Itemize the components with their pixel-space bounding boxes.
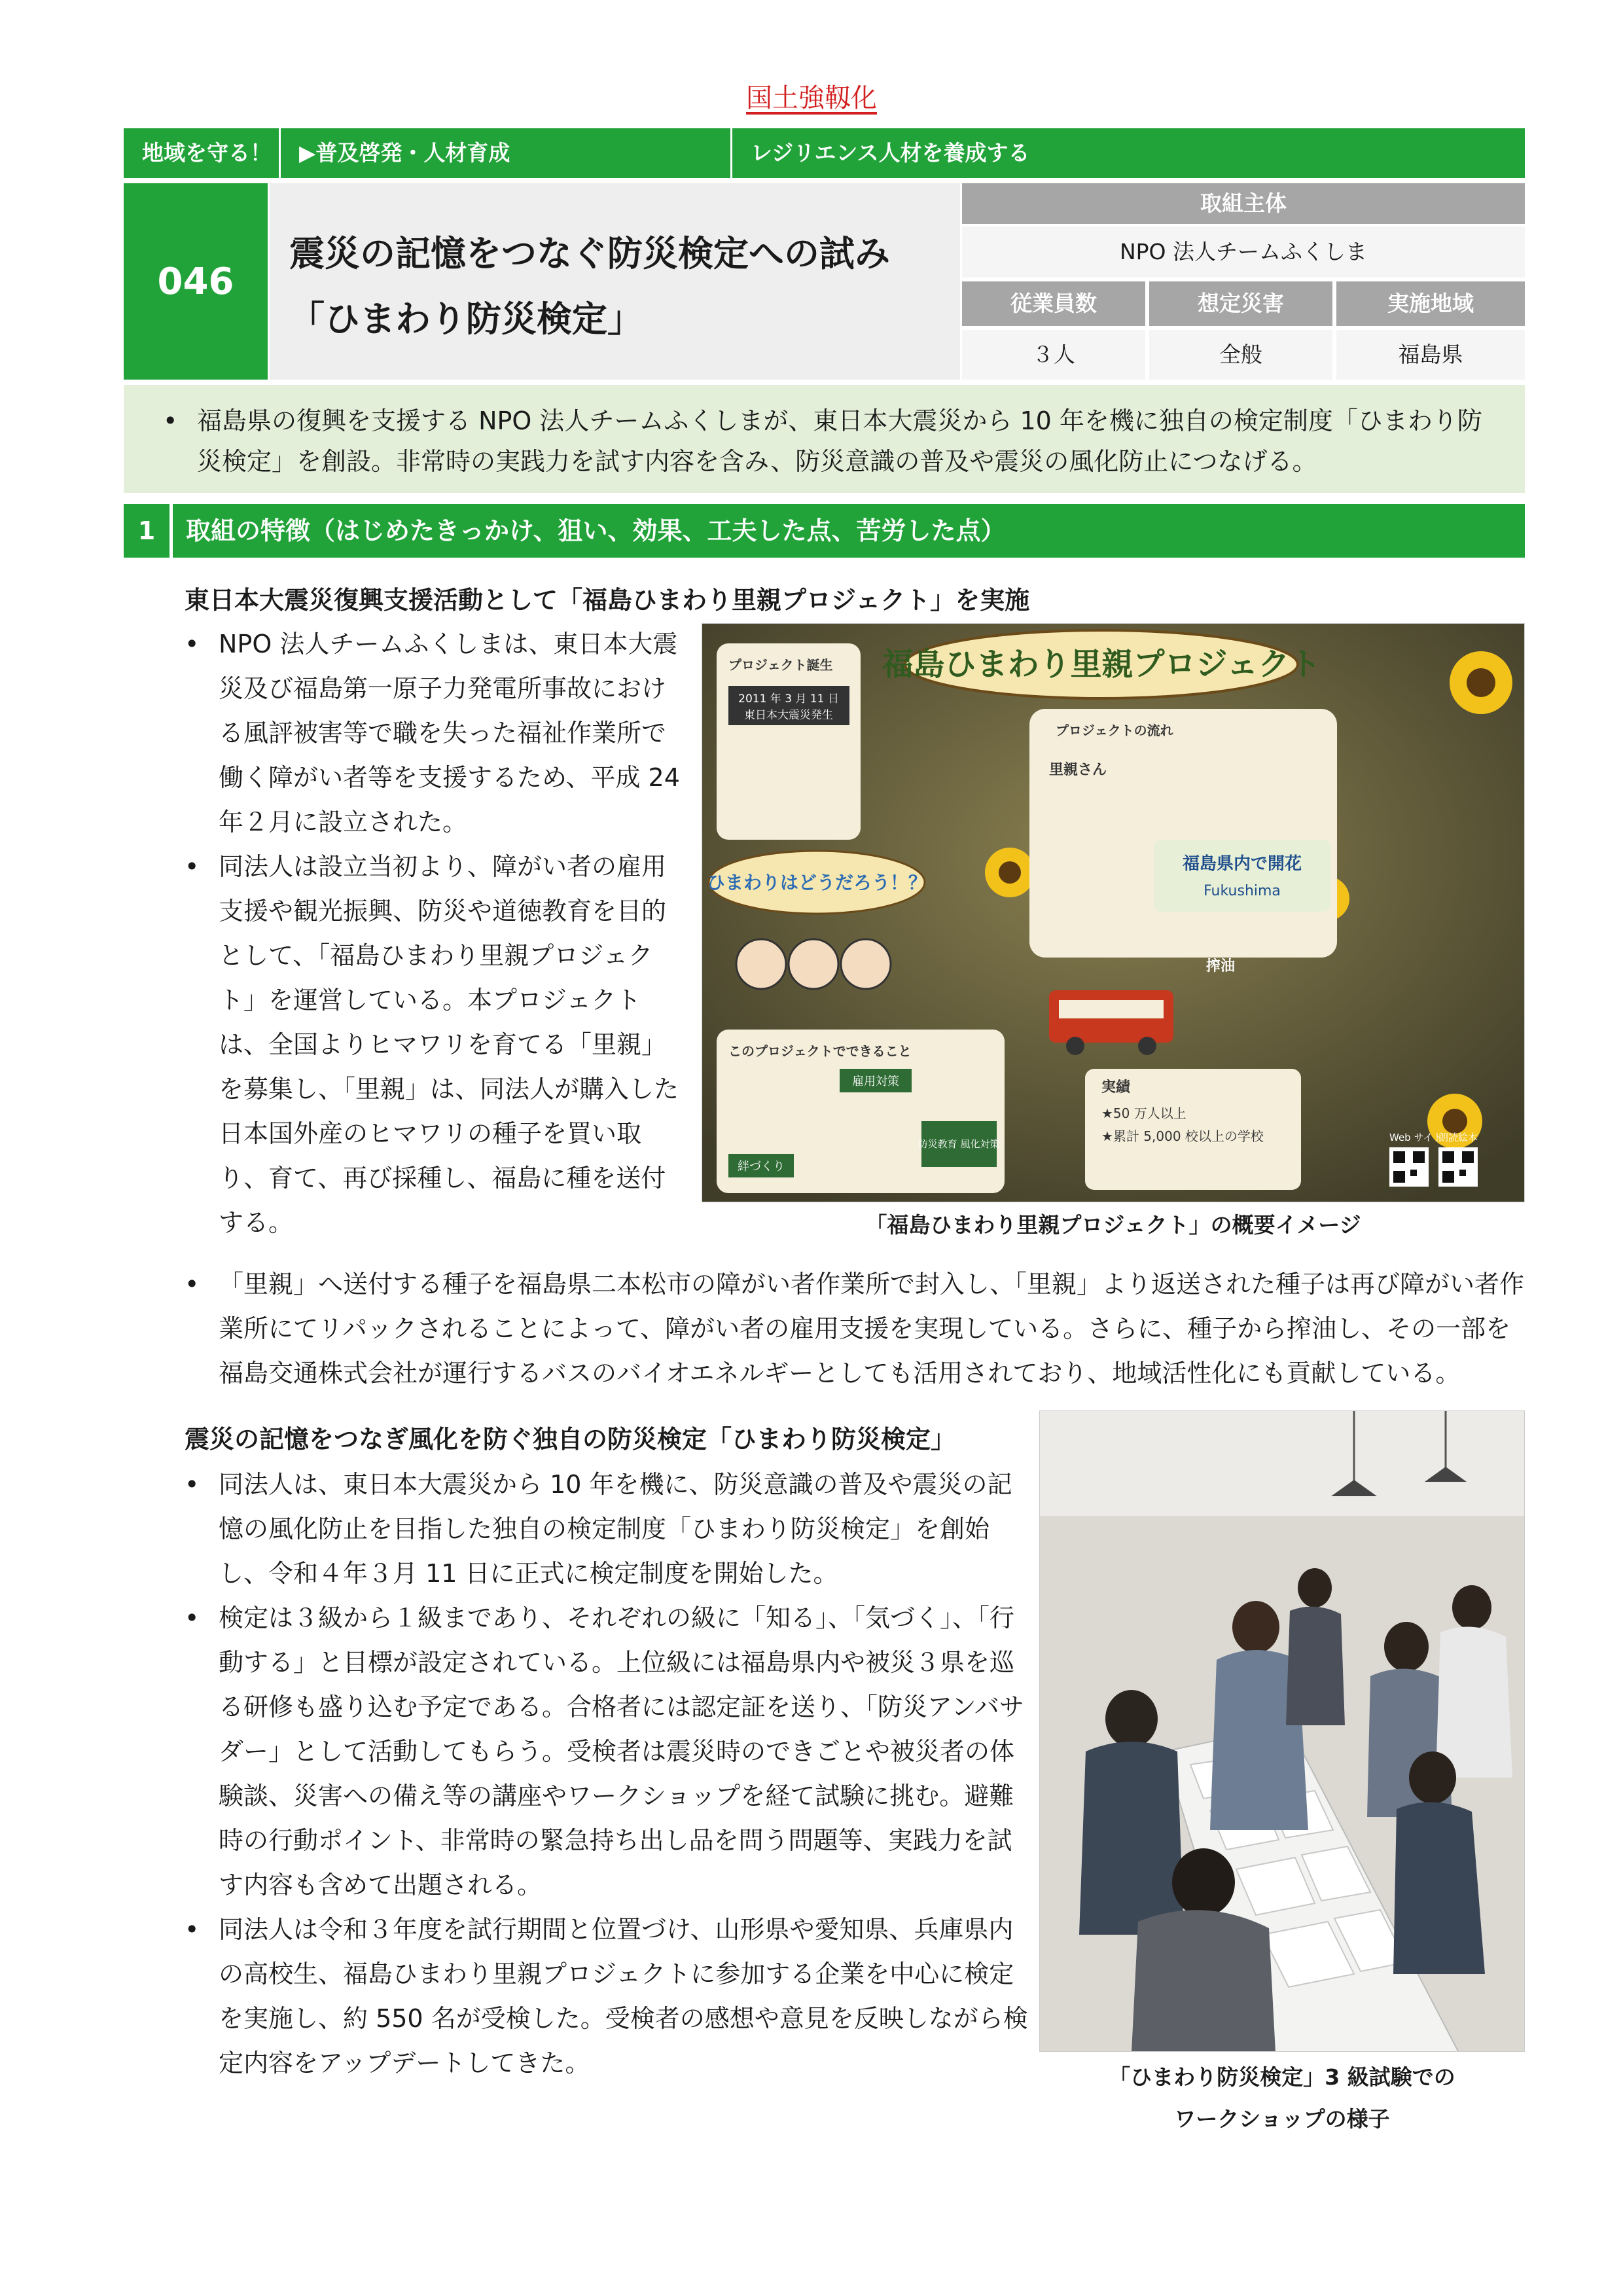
tag-protect-region: 地域を守る！ — [124, 128, 281, 178]
bullet-1-3: • 「里親」へ送付する種子を福島県二本松市の障がい者作業所で封入し、「里親」より返送された種子は再び障がい者作業所にてリパックされることによって、障がい者の雇用支援を実現している。さらに、種子から搾油し、その一部を福島交通株式会社が運行するバスのバイオエネルギーとしても活用されており、地域活性化にも貢献している。 — [185, 1262, 1526, 1395]
sunflower-icon — [985, 848, 1035, 897]
title-line-2: 「ひまわり防災検定」 — [289, 298, 643, 340]
bullet-2-2: • 検定は３級から１級まであり、それぞれの級に「知る」、「気づく」、「行動する」と目標が設定されている。上位級には福島県内や被災３県を巡る研修も盛り込む予定である。合格者には認定証を送り、「防災アンバサダー」として活動してもらう。受検者は震災時のできごとや被災者の体験談、災害への備え等の講座やワークショップを経て試験に挑む。避難時の行動ポイント、非常時の緊急持ち出し品を問う問題等、実践力を試す内容も含めて出題される。 — [185, 1596, 1029, 1907]
disaster-name: 東日本大震災発生 — [744, 709, 833, 722]
results-schools: ★累計 5,000 校以上の学校 — [1101, 1128, 1264, 1144]
subsection-heading-1: 東日本大震災復興支援活動として「福島ひまわり里親プロジェクト」を実施 — [185, 586, 1030, 615]
disaster-education-label: 防災教育 風化対策 — [918, 1138, 1000, 1150]
subsection-1-bullets-left — [185, 622, 688, 1245]
case-number: 046 — [124, 183, 268, 380]
project-overview-image — [702, 623, 1525, 1202]
sunflower-icon — [1450, 651, 1512, 714]
himawari-question: ひまわりはどうだろう！？ — [706, 872, 927, 893]
bloom-box — [1154, 840, 1330, 912]
workshop-caption-line-2: ワークショップの様子 — [1174, 2106, 1390, 2132]
oil-press-label: 搾油 — [1206, 958, 1236, 975]
flow-label: プロジェクトの流れ — [1056, 723, 1173, 738]
info-value-row — [962, 330, 1525, 380]
info-region-value: 福島県 — [1336, 330, 1525, 380]
info-org-label: 取組主体 — [1200, 190, 1287, 216]
workshop-photo — [1039, 1410, 1525, 2052]
info-employees-value: ３人 — [962, 330, 1145, 380]
bullet-2-1: • 同法人は、東日本大震災から 10 年を機に、防災意識の普及や震災の記憶の風化防止を目指した独自の検定制度「ひまわり防災検定」を創始し、令和４年３月 11 日に正式に検定制度を開始した。 — [185, 1462, 1029, 1596]
birth-panel — [717, 643, 861, 840]
ceiling — [1040, 1411, 1525, 1516]
qr-code-icon — [1438, 1147, 1478, 1187]
qr-code-icon — [1389, 1147, 1429, 1187]
info-org-header-row — [962, 183, 1525, 224]
info-region-label: 実施地域 — [1336, 281, 1525, 326]
info-disaster-value: 全般 — [1149, 330, 1332, 380]
tag-resilience: レジリエンス人材を養成する — [751, 140, 1030, 166]
info-org-value-row — [962, 226, 1525, 278]
results-label: 実績 — [1101, 1079, 1131, 1096]
category-heading — [0, 77, 1623, 115]
tag-bar — [124, 128, 1525, 178]
website-label: Web サイト — [1389, 1132, 1443, 1143]
project-overview-illustration — [702, 624, 1525, 1202]
subsection-heading-2: 震災の記憶をつなぎ風化を防ぐ独自の防災検定「ひまわり防災検定」 — [185, 1425, 956, 1454]
subsection-2-bullets — [185, 1462, 1029, 2085]
workshop-photo-illustration — [1040, 1411, 1525, 2052]
info-header-row — [962, 281, 1525, 326]
bullet-2-3: • 同法人は令和３年度を試行期間と位置づけ、山形県や愛知県、兵庫県内の高校生、福島ひまわり里親プロジェクトに参加する企業を中心に検定を実施し、約 550 名が受検した。受検者の感想や意見を反映しながら検定内容をアップデートしてきた。 — [185, 1907, 1029, 2085]
info-table — [962, 183, 1525, 380]
picture-book-label: 朗読絵本 — [1438, 1132, 1478, 1143]
project-image-caption: 「福島ひまわり里親プロジェクト」の概要イメージ — [865, 1212, 1361, 1238]
section-title: 取組の特徴（はじめたきっかけ、狙い、効果、工夫した点、苦労した点） — [173, 504, 1525, 558]
workshop-caption — [1039, 2058, 1525, 2138]
capability-label: このプロジェクトでできること — [728, 1043, 912, 1059]
bullet-1-1: • NPO 法人チームふくしまは、東日本大震災及び福島第一原子力発電所事故における風評被害等で職を失った福祉作業所で働く障がい者等を支援するため、平成 24 年２月に設立された。 — [185, 622, 688, 844]
section-number: 1 — [124, 504, 169, 558]
title-box — [270, 183, 960, 380]
subsection-1-bullets-full — [185, 1262, 1526, 1395]
info-org-value: NPO 法人チームふくしま — [1119, 239, 1368, 264]
summary-text: • 福島県の復興を支援する NPO 法人チームふくしまが、東日本大震災から 10 年を機に独自の検定制度「ひまわり防災検定」を創設。非常時の実践力を試す内容を含み、防災意識の普及や震災の風化防止につなげる。 — [163, 401, 1505, 482]
flow-panel — [1029, 709, 1337, 958]
fukushima-label: Fukushima — [1204, 883, 1281, 899]
bloom-label: 福島県内で開花 — [1182, 854, 1302, 874]
tag-awareness: ▶普及啓発・人材育成 — [281, 128, 732, 178]
info-employees-label: 従業員数 — [962, 281, 1145, 326]
disaster-date: 2011 年 3 月 11 日 — [738, 692, 839, 706]
bullet-1-2: • 同法人は設立当初より、障がい者の雇用支援や観光振興、防災や道徳教育を目的として、「福島ひまわり里親プロジェクト」を運営している。本プロジェクトは、全国よりヒマワリを育てる「里親」を募集し、「里親」は、同法人が購入した日本国外産のヒマワリの種子を買い取り、育て、再び採種し、福島に種を送付する。 — [185, 844, 688, 1245]
illustration-title: 福島ひまわり里親プロジェクト — [882, 646, 1321, 683]
workshop-caption-line-1: 「ひまわり防災検定」3 級試験での — [1109, 2064, 1455, 2090]
category-label: 国土強靱化 — [746, 83, 877, 113]
team-members-illustration — [736, 939, 891, 989]
results-people: ★50 万人以上 — [1101, 1105, 1186, 1121]
satooya-label: 里親さん — [1049, 762, 1107, 778]
info-disaster-label: 想定災害 — [1149, 281, 1332, 326]
summary-box — [124, 385, 1525, 493]
employment-label: 雇用対策 — [852, 1075, 899, 1088]
bond-label: 絆づくり — [738, 1160, 785, 1174]
birth-label: プロジェクト誕生 — [728, 657, 833, 673]
title-line-1: 震災の記憶をつなぐ防災検定への試み — [289, 233, 890, 274]
